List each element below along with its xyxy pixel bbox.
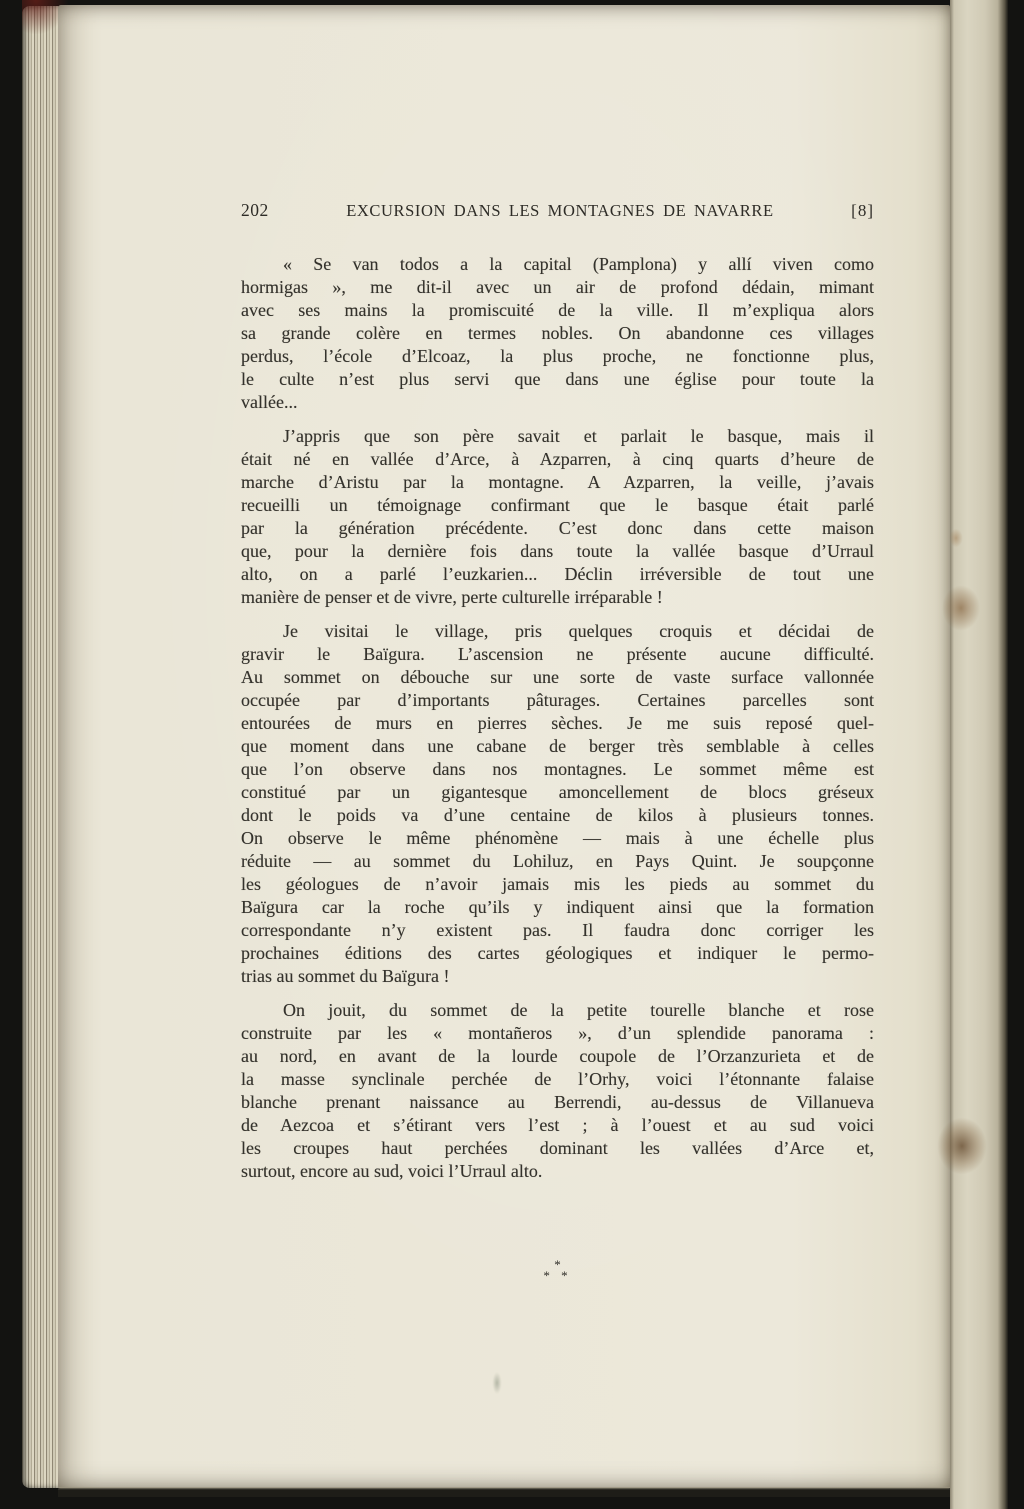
- paragraph: [241, 425, 874, 609]
- text-line: par la génération précédente. C’est donc dans cette maison: [241, 518, 874, 538]
- text-line: au nord, en avant de la lourde coupole de l’Orzanzurieta et de: [241, 1046, 874, 1066]
- text-line: les géologues de n’avoir jamais mis les pieds au sommet du: [241, 874, 874, 894]
- text-line: entourées de murs en pierres sèches. Je me suis reposé quel-: [241, 713, 874, 733]
- text-line: alto, on a parlé l’euzkarien... Déclin irréversible de tout une: [241, 564, 874, 584]
- text-line: correspondante n’y existent pas. Il faudra donc corriger les: [241, 920, 874, 940]
- section-reference: [8]: [851, 201, 874, 220]
- text-line: perdus, l’école d’Elcoaz, la plus proche, ne fonctionne plus,: [241, 346, 874, 366]
- text-line: constitué par un gigantesque amoncellement de blocs gréseux: [241, 782, 874, 802]
- text-line: que, pour la dernière fois dans toute la vallée basque d’Urraul: [241, 541, 874, 561]
- paragraph: [241, 999, 874, 1183]
- text-line: Baïgura car la roche qu’ils y indiquent ainsi que la formation: [241, 897, 874, 917]
- text-line: était né en vallée d’Arce, à Azparren, à cinq quarts d’heure de: [241, 449, 874, 469]
- text-line: marche d’Aristu par la montagne. A Azparren, la veille, j’avais: [241, 472, 874, 492]
- text-line: surtout, encore au sud, voici l’Urraul alto.: [241, 1161, 543, 1181]
- text-line: blanche prenant naissance au Berrendi, au-dessus de Villanueva: [241, 1092, 874, 1112]
- stain: [936, 1116, 988, 1176]
- text-line: le culte n’est plus servi que dans une église pour toute la: [241, 369, 874, 389]
- next-page-edge: [950, 0, 1008, 1509]
- text-line: vallée...: [241, 392, 298, 412]
- pencil-smudge: [492, 1371, 502, 1395]
- text-line: prochaines éditions des cartes géologiques et indiquer le permo-: [241, 943, 874, 963]
- body-text: [241, 253, 874, 1183]
- text-line: sa grande colère en termes nobles. On abandonne ces villages: [241, 323, 874, 343]
- text-line: dont le poids va d’une centaine de kilos à plusieurs tonnes.: [241, 805, 874, 825]
- text-line: gravir le Baïgura. L’ascension ne présente aucune difficulté.: [241, 644, 874, 664]
- page-stack-edge: [22, 6, 62, 1488]
- text-line: manière de penser et de vivre, perte culturelle irréparable !: [241, 587, 663, 607]
- text-line: Je visitai le village, pris quelques croquis et décidai de: [283, 621, 874, 641]
- page-stack-bottom: [58, 1487, 950, 1497]
- text-line: la masse synclinale perchée de l’Orhy, voici l’étonnante falaise: [241, 1069, 874, 1089]
- text-line: « Se van todos a la capital (Pamplona) y allí viven como: [283, 254, 874, 274]
- paragraph: [241, 620, 874, 988]
- book-page: [58, 5, 950, 1489]
- stain: [948, 527, 964, 549]
- asterism-bottom: * *: [543, 1268, 572, 1283]
- text-line: J’appris que son père savait et parlait le basque, mais il: [283, 426, 874, 446]
- text-line: de Aezcoa et s’étirant vers l’est ; à l’ouest et au sud voici: [241, 1115, 874, 1135]
- paragraph: [241, 253, 874, 414]
- chapter-title: EXCURSION DANS LES MONTAGNES DE NAVARRE: [346, 201, 774, 220]
- text-line: que l’on observe dans nos montagnes. Le sommet même est: [241, 759, 874, 779]
- text-line: réduite — au sommet du Lohiluz, en Pays Quint. Je soupçonne: [241, 851, 874, 871]
- text-line: On jouit, du sommet de la petite tourelle blanche et rose: [283, 1000, 874, 1020]
- text-line: occupée par d’importants pâturages. Certaines parcelles sont: [241, 690, 874, 710]
- text-line: hormigas », me dit-il avec un air de profond dédain, mimant: [241, 277, 874, 297]
- page-number: 202: [241, 200, 269, 220]
- asterism-top: *: [554, 1257, 561, 1272]
- text-line: recueilli un témoignage confirmant que le basque était parlé: [241, 495, 874, 515]
- text-line: les croupes haut perchées dominant les vallées d’Arce et,: [241, 1138, 874, 1158]
- text-line: avec ses mains la promiscuité de la ville. Il m’expliqua alors: [241, 300, 874, 320]
- running-header: [241, 200, 874, 221]
- text-line: Au sommet on débouche sur une sorte de vaste surface vallonnée: [241, 667, 874, 687]
- text-line: construite par les « montañeros », d’un splendide panorama :: [241, 1023, 874, 1043]
- stain: [941, 584, 981, 632]
- text-line: que moment dans une cabane de berger très semblable à celles: [241, 736, 874, 756]
- text-line: On observe le même phénomène — mais à une échelle plus: [241, 828, 874, 848]
- text-line: trias au sommet du Baïgura !: [241, 966, 450, 986]
- asterism-ornament: [241, 1259, 874, 1281]
